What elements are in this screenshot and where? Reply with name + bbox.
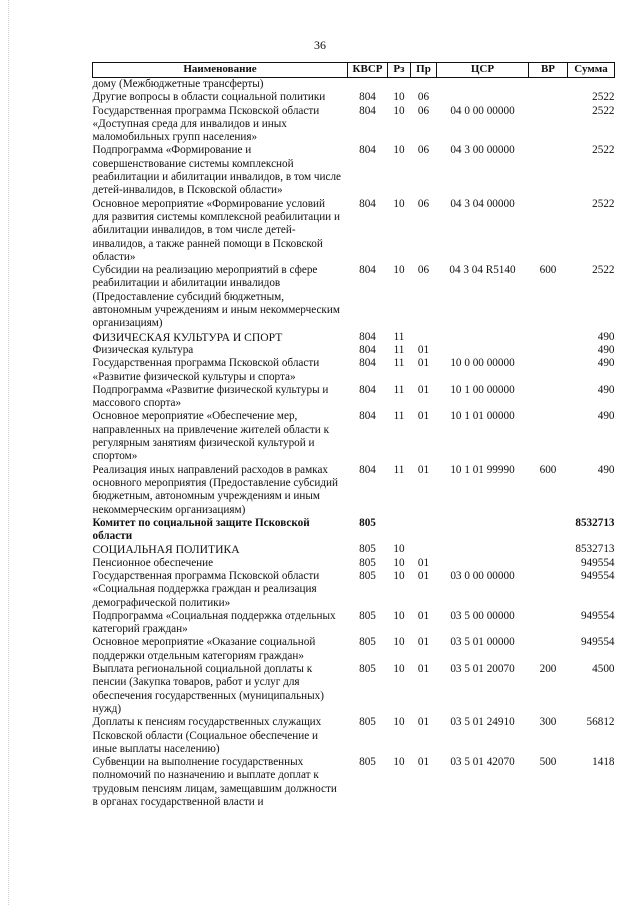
cell-tsr: 04 3 04 R5140 — [449, 264, 516, 277]
table-row — [93, 557, 615, 570]
cell-rz: 10 — [393, 756, 405, 769]
cell-vr — [529, 144, 568, 197]
cell-vr — [529, 410, 568, 463]
cell-rz: 10 — [393, 636, 405, 649]
cell-vr: 600 — [539, 264, 557, 277]
cell-vr — [529, 91, 568, 104]
cell-rz: 11 — [393, 410, 405, 423]
cell-name: Комитет по социальной защите Псковской области — [92, 516, 310, 543]
cell-kvsr: 805 — [359, 636, 376, 649]
cell-pr — [411, 78, 437, 92]
cell-rz: 10 — [393, 716, 405, 729]
table-row — [93, 198, 615, 264]
cell-kvsr: 804 — [359, 343, 376, 356]
cell-sum: 2522 — [592, 104, 615, 117]
table-row — [93, 105, 615, 145]
table-row — [93, 756, 615, 809]
table-row — [93, 570, 615, 610]
page-fold-edge — [0, 0, 9, 905]
cell-vr — [529, 105, 568, 145]
table-row — [93, 91, 615, 104]
cell-rz: 10 — [393, 556, 405, 569]
cell-sum: 949554 — [580, 636, 615, 649]
cell-kvsr: 804 — [359, 197, 376, 210]
cell-kvsr: 805 — [359, 543, 376, 556]
cell-rz: 11 — [393, 330, 405, 343]
table-body — [93, 78, 615, 810]
cell-tsr: 03 5 01 42070 — [450, 756, 515, 769]
cell-sum: 490 — [597, 330, 615, 343]
cell-tsr — [437, 78, 529, 92]
cell-vr — [529, 198, 568, 264]
cell-rz — [388, 78, 411, 92]
cell-name: Физическая культура — [92, 343, 194, 356]
cell-vr — [529, 570, 568, 610]
cell-sum — [568, 78, 615, 92]
cell-tsr — [437, 517, 529, 544]
table-row — [93, 357, 615, 384]
cell-kvsr: 804 — [359, 144, 376, 157]
cell-name: Подпрограмма «Формирование и совершенствование системы комплексной реабилитации и абилитации инвалидов, в том числе детей-инвалидов, в Псковской области» — [92, 144, 342, 197]
cell-pr: 06 — [417, 91, 430, 104]
cell-kvsr: 805 — [359, 556, 376, 569]
header-vr: ВР — [529, 63, 568, 78]
cell-kvsr: 804 — [359, 104, 376, 117]
cell-tsr: 03 0 00 00000 — [450, 569, 515, 582]
cell-vr: 300 — [539, 716, 557, 729]
cell-rz: 10 — [393, 569, 405, 582]
cell-rz: 11 — [393, 383, 405, 396]
cell-pr: 01 — [417, 556, 430, 569]
cell-vr — [529, 78, 568, 92]
cell-sum: 949554 — [580, 569, 615, 582]
cell-name: Подпрограмма «Социальная поддержка отдельных категорий граждан» — [92, 609, 336, 636]
cell-tsr: 03 5 01 20070 — [450, 663, 515, 676]
cell-vr — [529, 357, 568, 384]
cell-sum: 490 — [597, 357, 615, 370]
cell-pr — [411, 517, 437, 544]
table-row — [93, 78, 615, 92]
cell-rz: 11 — [393, 343, 405, 356]
cell-kvsr: 804 — [359, 383, 376, 396]
cell-sum: 490 — [597, 343, 615, 356]
cell-rz: 10 — [393, 197, 405, 210]
cell-name: Другие вопросы в области социальной политики — [92, 91, 326, 104]
table-row — [93, 464, 615, 517]
cell-kvsr: 805 — [359, 569, 376, 582]
cell-kvsr: 804 — [359, 330, 376, 343]
cell-vr — [529, 636, 568, 663]
cell-pr: 06 — [417, 197, 430, 210]
cell-rz: 10 — [393, 104, 405, 117]
cell-name: Реализация иных направлений расходов в рамках основного мероприятия (Предоставление субсидий бюджетным, автономным учреждениям и иным некоммерческим организациям) — [92, 463, 338, 516]
cell-tsr: 03 5 01 24910 — [450, 716, 515, 729]
page-number: 36 — [314, 38, 326, 52]
header-name: Наименование — [93, 63, 348, 78]
cell-kvsr: 804 — [359, 357, 376, 370]
cell-name: Пенсионное обеспечение — [92, 556, 214, 569]
cell-tsr: 10 0 00 00000 — [450, 357, 515, 370]
cell-name: Государственная программа Псковской области «Развитие физической культуры и спорта» — [92, 357, 320, 383]
table-row — [93, 610, 615, 637]
cell-name: Государственная программа Псковской области «Социальная поддержка граждан и реализация демографической политики» — [92, 569, 320, 609]
cell-vr: 200 — [539, 663, 557, 676]
cell-sum: 949554 — [580, 556, 615, 569]
cell-kvsr: 804 — [359, 463, 376, 476]
cell-tsr: 10 1 01 99990 — [450, 463, 515, 476]
cell-sum: 2522 — [592, 264, 615, 277]
cell-pr: 01 — [417, 357, 430, 370]
cell-sum: 56812 — [586, 716, 615, 729]
table-row — [93, 636, 615, 663]
cell-kvsr: 805 — [359, 516, 376, 529]
cell-tsr — [437, 543, 529, 556]
cell-name: Основное мероприятие «Оказание социальной поддержки отдельным категориям граждан» — [92, 636, 316, 662]
cell-vr — [529, 543, 568, 556]
cell-rz: 10 — [393, 663, 405, 676]
header-sum: Сумма — [568, 63, 615, 78]
cell-name: Государственная программа Псковской области «Доступная среда для инвалидов и иных маломобильных групп населения» — [92, 104, 320, 144]
header-pr: Пр — [411, 63, 437, 78]
cell-pr — [411, 331, 437, 344]
cell-pr: 06 — [417, 104, 430, 117]
cell-name: Подпрограмма «Развитие физической культуры и массового спорта» — [92, 383, 329, 410]
table-row — [93, 344, 615, 357]
table-row — [93, 410, 615, 463]
table-row — [93, 264, 615, 330]
cell-tsr — [437, 557, 529, 570]
cell-tsr: 04 3 00 00000 — [450, 144, 515, 157]
cell-name: Субвенции на выполнение государственных полномочий по назначению и выплате доплат к трудовым пенсиям лицам, замещавшим должности в органах государственной власти и — [92, 756, 337, 809]
cell-pr: 06 — [417, 264, 430, 277]
cell-vr — [529, 384, 568, 411]
cell-sum: 2522 — [592, 91, 615, 104]
cell-kvsr: 805 — [359, 663, 376, 676]
cell-rz: 11 — [393, 357, 405, 370]
cell-pr: 01 — [417, 463, 430, 476]
table-row — [93, 716, 615, 756]
cell-pr: 01 — [417, 343, 430, 356]
cell-sum: 4500 — [592, 663, 615, 676]
cell-pr: 01 — [417, 756, 430, 769]
cell-kvsr: 804 — [359, 91, 376, 104]
cell-tsr: 10 1 01 00000 — [450, 410, 515, 423]
table-row — [93, 331, 615, 344]
cell-tsr — [437, 331, 529, 344]
cell-pr — [411, 543, 437, 556]
cell-pr: 01 — [417, 609, 430, 622]
cell-tsr: 03 5 00 00000 — [450, 609, 515, 622]
cell-rz: 10 — [393, 543, 405, 556]
cell-sum: 8532713 — [575, 543, 615, 556]
cell-sum: 949554 — [580, 609, 615, 622]
cell-tsr: 03 5 01 00000 — [450, 636, 515, 649]
cell-sum: 490 — [597, 463, 615, 476]
table-row — [93, 543, 615, 556]
cell-vr — [529, 557, 568, 570]
cell-name: СОЦИАЛЬНАЯ ПОЛИТИКА — [92, 543, 240, 557]
cell-tsr: 04 0 00 00000 — [450, 104, 515, 117]
cell-tsr: 10 1 00 00000 — [450, 383, 515, 396]
cell-name: дому (Межбюджетные трансферты) — [92, 78, 264, 90]
cell-sum: 2522 — [592, 197, 615, 210]
table-row — [93, 384, 615, 411]
cell-kvsr — [348, 78, 388, 92]
cell-name: ФИЗИЧЕСКАЯ КУЛЬТУРА И СПОРТ — [92, 330, 283, 344]
cell-vr: 500 — [539, 756, 557, 769]
cell-name: Основное мероприятие «Обеспечение мер, направленных на привлечение жителей области к регулярным занятиям физической культурой и спортом» — [92, 410, 329, 463]
cell-kvsr: 805 — [359, 609, 376, 622]
table-row — [93, 144, 615, 197]
cell-sum: 1418 — [592, 756, 615, 769]
cell-sum: 490 — [597, 410, 615, 423]
header-kvsr: КВСР — [348, 63, 388, 78]
cell-vr — [529, 344, 568, 357]
header-tsr: ЦСР — [437, 63, 529, 78]
cell-sum: 490 — [597, 383, 615, 396]
cell-pr: 01 — [417, 569, 430, 582]
cell-pr: 01 — [417, 716, 430, 729]
cell-tsr — [437, 91, 529, 104]
budget-table — [92, 62, 615, 809]
cell-kvsr: 805 — [359, 716, 376, 729]
cell-rz: 10 — [393, 609, 405, 622]
cell-sum: 2522 — [592, 144, 615, 157]
table-header-row — [93, 63, 615, 78]
cell-pr: 01 — [417, 663, 430, 676]
cell-kvsr: 804 — [359, 410, 376, 423]
cell-name: Субсидии на реализацию мероприятий в сфере реабилитации и абилитации инвалидов (Предоставление субсидий бюджетным, автономным учреждениям и иным некоммерческим организациям) — [92, 264, 340, 330]
cell-pr: 01 — [417, 410, 430, 423]
cell-rz: 10 — [393, 144, 405, 157]
cell-pr: 06 — [417, 144, 430, 157]
cell-sum: 8532713 — [575, 516, 615, 529]
cell-tsr — [437, 344, 529, 357]
cell-kvsr: 804 — [359, 264, 376, 277]
table-row — [93, 663, 615, 716]
cell-vr — [529, 331, 568, 344]
cell-name: Выплата региональной социальной доплаты к пенсии (Закупка товаров, работ и услуг для обеспечения государственных (муниципальных) нужд) — [92, 663, 324, 715]
cell-rz: 11 — [393, 463, 405, 476]
cell-vr: 600 — [539, 463, 557, 476]
cell-rz — [388, 517, 411, 544]
cell-name: Доплаты к пенсиям государственных служащих Псковской области (Социальное обеспечение и иные выплаты населению) — [92, 716, 322, 755]
cell-pr: 01 — [417, 383, 430, 396]
cell-vr — [529, 610, 568, 637]
cell-vr — [529, 517, 568, 544]
header-rz: Рз — [388, 63, 411, 78]
cell-name: Основное мероприятие «Формирование условий для развития системы комплексной реабилитации и абилитации инвалидов, в том числе детей-инвалидов, а также ранней помощи в Псковской области» — [92, 197, 340, 263]
cell-pr: 01 — [417, 636, 430, 649]
cell-rz: 10 — [393, 264, 405, 277]
cell-kvsr: 805 — [359, 756, 376, 769]
table-row — [93, 517, 615, 544]
cell-rz: 10 — [393, 91, 405, 104]
cell-tsr: 04 3 04 00000 — [450, 197, 515, 210]
